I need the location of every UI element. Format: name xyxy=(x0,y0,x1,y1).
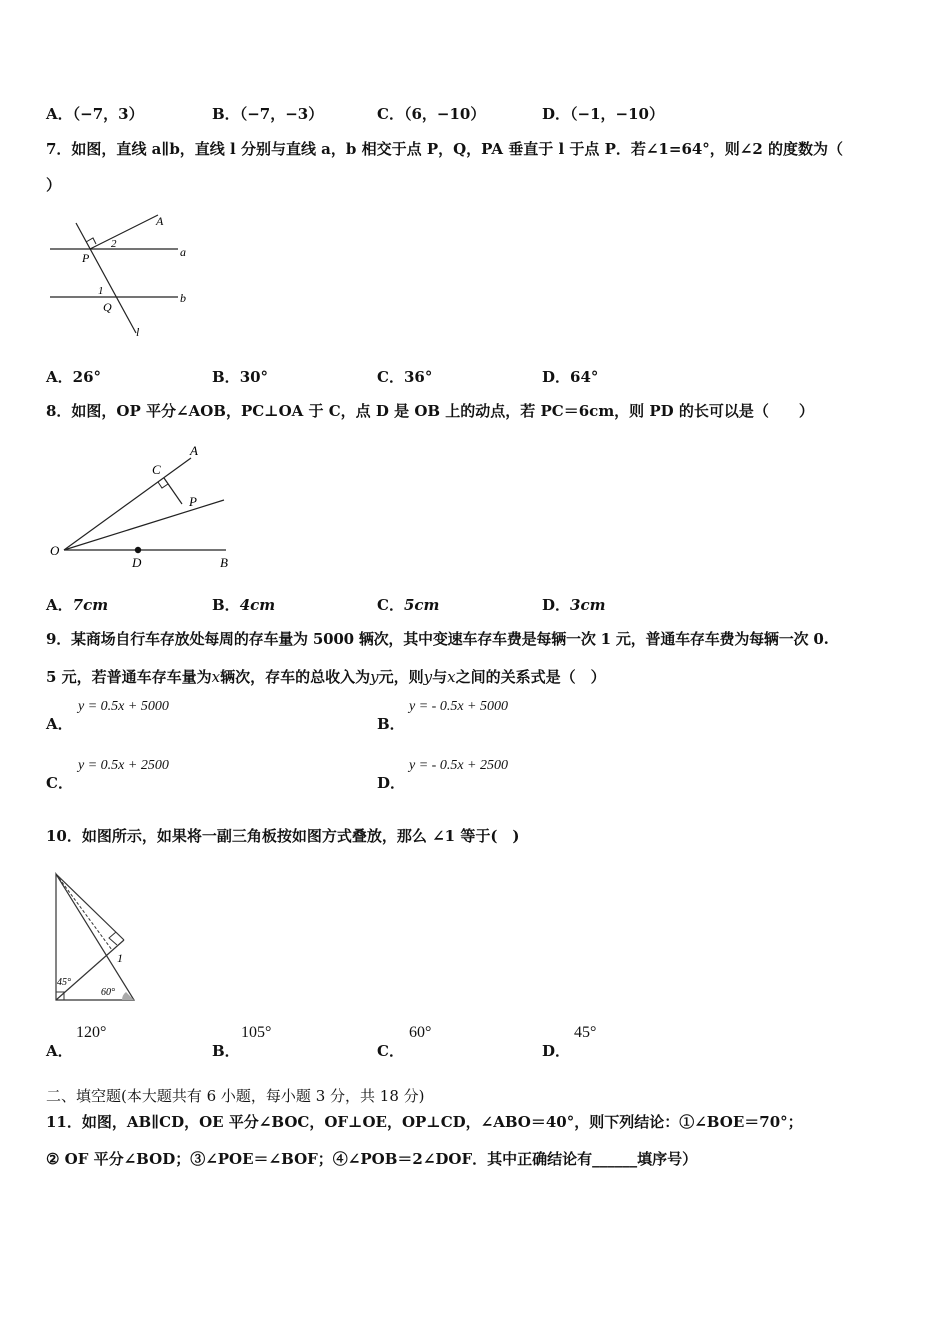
dashed-line xyxy=(56,874,112,950)
q11-stem-line1: 11．如图，AB∥CD，OE 平分∠BOC，OF⊥OE，OP⊥CD，∠ABO＝40°，则下列结论：①∠BOE＝70°； xyxy=(46,1113,803,1131)
q8-option-d xyxy=(542,594,605,615)
q8-option-b xyxy=(212,594,275,615)
q11-stem-line2: ② OF 平分∠BOD；③∠POE＝∠BOF；④∠POB＝2∠DOF．其中正确结论有______填序号） xyxy=(46,1150,698,1168)
q9-option-c-label: C． xyxy=(46,774,73,792)
option-label: A． xyxy=(46,596,73,614)
var-x: x xyxy=(211,668,221,686)
q10-option-c-label: C． xyxy=(377,1042,404,1060)
q6-option-a xyxy=(46,103,144,124)
q10-option-b-value: 105° xyxy=(241,1024,272,1041)
option-text: 64° xyxy=(570,368,599,386)
option-text: 26° xyxy=(72,368,102,386)
text-part: 5 元，若普通车存车量为 xyxy=(46,668,212,686)
q9-stem-line1: 9．某商场自行车存放处每周的存车量为 5000 辆次，其中变速车存车费是每辆一次 1 元，普通车存车费为每辆一次 0. xyxy=(46,630,829,648)
ray-pa xyxy=(90,215,158,249)
q10-option-d-label: D． xyxy=(542,1042,571,1060)
right-angle-mark xyxy=(158,482,168,488)
q8-figure xyxy=(46,440,246,575)
text-part: 之间的关系式是（ ） xyxy=(455,668,606,686)
label-angle-1: 1 xyxy=(117,951,123,965)
q9-option-c-formula: y = 0.5x + 2500 xyxy=(78,758,169,773)
q7-option-a xyxy=(46,366,101,387)
option-label: A． xyxy=(46,105,73,123)
var-y: y xyxy=(370,668,379,686)
option-text: （−7，3） xyxy=(72,105,144,123)
q9-option-d-formula: y = - 0.5x + 2500 xyxy=(409,758,508,773)
q8-stem: 8．如图，OP 平分∠AOB，PC⊥OA 于 C，点 D 是 OB 上的动点，若 PC＝6cm，则 PD 的长可以是（ ） xyxy=(46,402,814,420)
option-label: A． xyxy=(46,368,73,386)
q7-stem-line1: 7．如图，直线 a∥b，直线 l 分别与直线 a，b 相交于点 P，Q，PA 垂直于 l 于点 P．若∠1=64°，则∠2 的度数为（ xyxy=(46,140,844,158)
label-l: l xyxy=(136,325,140,339)
label-angle-2: 2 xyxy=(111,238,117,250)
ray-OP xyxy=(64,500,224,550)
line-l xyxy=(76,223,136,333)
var-x: x xyxy=(447,668,456,686)
text-part: 元，则 xyxy=(378,668,424,686)
right-angle-mark xyxy=(109,932,117,945)
option-text: （6，−10） xyxy=(403,105,486,123)
option-label: C． xyxy=(377,105,404,123)
label-A: A xyxy=(156,214,164,228)
q10-stem: 10．如图所示，如果将一副三角板按如图方式叠放，那么 ∠1 等于( ) xyxy=(46,827,520,845)
option-label: B． xyxy=(212,105,240,123)
label-a: a xyxy=(180,245,186,259)
option-text: 3cm xyxy=(570,596,606,614)
var-y: y xyxy=(423,668,433,686)
q7-option-b xyxy=(212,366,268,387)
q9-stem-line2 xyxy=(46,666,606,687)
text-part: 与 xyxy=(432,668,448,686)
q7-stem-line2: ） xyxy=(46,176,62,194)
q10-option-c-value: 60° xyxy=(409,1024,432,1041)
option-text: 36° xyxy=(403,368,433,386)
q10-option-a-label: A． xyxy=(46,1042,73,1060)
q7-figure xyxy=(46,205,196,345)
q9-option-a-label: A． xyxy=(46,715,73,733)
option-text: （−7，−3） xyxy=(239,105,324,123)
option-text: 4cm xyxy=(239,596,276,614)
q8-option-a xyxy=(46,594,108,615)
segment-PC xyxy=(164,478,182,504)
q8-option-c xyxy=(377,594,439,615)
option-label: B． xyxy=(212,596,240,614)
q9-option-b-formula: y = - 0.5x + 5000 xyxy=(409,699,508,714)
label-Q: Q xyxy=(103,300,112,314)
q6-option-c xyxy=(377,103,485,124)
label-P: P xyxy=(189,494,197,509)
q7-option-c xyxy=(377,366,432,387)
ray-OA xyxy=(64,458,191,550)
label-angle-1: 1 xyxy=(98,285,104,297)
q10-option-d-value: 45° xyxy=(574,1024,597,1041)
option-label: B． xyxy=(212,368,240,386)
option-text: （−1，−10） xyxy=(570,105,664,123)
text-part: 辆次，存车的总收入为 xyxy=(220,668,371,686)
label-60: 60° xyxy=(101,987,115,998)
q6-option-d xyxy=(542,103,664,124)
triangle-45-hyp xyxy=(56,874,124,940)
label-A: A xyxy=(190,443,198,458)
option-label: D． xyxy=(542,368,571,386)
option-text: 7cm xyxy=(72,596,109,614)
q9-option-a-formula: y = 0.5x + 5000 xyxy=(78,699,169,714)
label-O: O xyxy=(50,543,60,558)
q10-figure xyxy=(46,868,146,1006)
label-P: P xyxy=(82,251,90,265)
option-label: D． xyxy=(542,596,571,614)
q6-option-b xyxy=(212,103,323,124)
q10-option-a-value: 120° xyxy=(76,1024,107,1041)
q9-option-d-label: D． xyxy=(377,774,406,792)
q10-option-b-label: B． xyxy=(212,1042,240,1060)
label-D: D xyxy=(132,555,142,570)
label-b: b xyxy=(180,291,186,305)
q7-option-d xyxy=(542,366,598,387)
label-C: C xyxy=(152,462,161,477)
option-text: 30° xyxy=(239,368,269,386)
option-label: C． xyxy=(377,596,404,614)
option-text: 5cm xyxy=(403,596,440,614)
point-D xyxy=(135,547,141,553)
label-B: B xyxy=(220,555,228,570)
option-label: D． xyxy=(542,105,571,123)
label-45: 45° xyxy=(57,977,71,988)
q9-option-b-label: B． xyxy=(377,715,405,733)
option-label: C． xyxy=(377,368,404,386)
section-2-title: 二、填空题(本大题共有 6 小题，每小题 3 分，共 18 分) xyxy=(46,1087,425,1105)
